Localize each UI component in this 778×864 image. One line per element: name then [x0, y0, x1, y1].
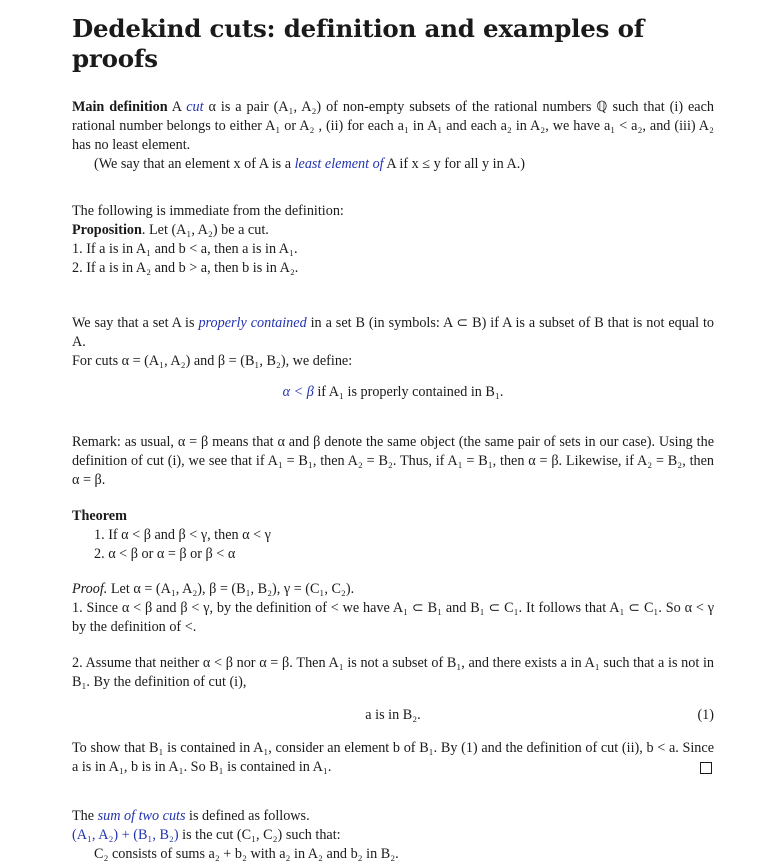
main-definition-text: α is a pair (A₁, A₂) of non-empty subsets of the rational numbers ℚ such that (i) each rational number belongs to either A₁ or A₂ , (ii) for each a₁ in A₁ and each a₂ in A₂, we have a₁ < a₂, and (iii) A₂ has no least element. — [72, 99, 714, 153]
sum-definition: (A₁, A₂) + (B₁, B₂) is the cut (C₁, C₂) such that: — [72, 827, 341, 843]
cuts-line: For cuts α = (A₁, A₂) and β = (B₁, B₂), we define: — [72, 353, 353, 369]
qed-square-icon — [700, 762, 712, 774]
order-def-link[interactable]: α < β — [282, 384, 314, 400]
page-title: Dedekind cuts: definition and examples of proofs — [72, 14, 645, 73]
proposition: Proposition. Let (A₁, A₂) be a cut. — [72, 222, 269, 238]
proof-part-1: 1. Since α < β and β < γ, by the definition of < we have A₁ ⊂ B₁ and B₁ ⊂ C₁. It follows that A₁ ⊂ C₁. So α < γ by the definition of <. — [72, 600, 714, 635]
cut-term-link[interactable]: cut — [186, 99, 204, 115]
prop-intro: The following is immediate from the definition: — [72, 203, 344, 219]
document-page — [72, 14, 714, 864]
proof-part-3: To show that B₁ is contained in A₁, consider an element b of B₁. By (1) and the definition of cut (ii), b < a. Since a is in A₁, b is in A₁. So B₁ is contained in A₁. — [72, 740, 714, 775]
proper-containment-def: We say that a set A is properly contained in a set B (in symbols: A ⊂ B) if A is a subset of B that is not equal to A. — [72, 315, 715, 350]
proof-part-2: 2. Assume that neither α < β nor α = β. Then A₁ is not a subset of B₁, and there exists a in A₁ such that a is not in B₁. By the definition of cut (i), — [72, 655, 714, 690]
proof-lead: Proof. — [72, 581, 108, 597]
main-definition: Main definition A cut α is a pair (A₁, A₂) of non-empty subsets of the rational numbers ℚ such that (i) each rational number belongs to either A₁ or A₂ , (ii) for each a₁ in A₁ and each a₂ in A₂, we have a₁ < a₂, and (iii) A₂ has no least element. — [72, 99, 714, 153]
remark: Remark: as usual, α = β means that α and β denote the same object (the same pair of sets in our case). Using the definition of cut (i), we see that if A₁ = B₁, then A₂ = B₂. Thus, if A₁ = B₁, then α = β. Likewise, if A₂ = B₂, then α = β. — [72, 434, 714, 488]
equation-number: (1) — [697, 707, 714, 723]
proof-intro: Proof. Let α = (A₁, A₂), β = (B₁, B₂), γ = (C₁, C₂). — [72, 581, 355, 597]
equation-1 — [72, 706, 714, 725]
least-element-link[interactable]: least element of — [294, 156, 384, 172]
theorem-item-1: 1. If α < β and β < γ, then α < γ — [94, 527, 271, 543]
theorem-item-2: 2. α < β or α = β or β < α — [94, 546, 236, 562]
theorem-heading: Theorem — [72, 508, 127, 524]
main-definition-lead: Main definition — [72, 99, 168, 115]
least-element-note: (We say that an element x of A is a least element of A if x ≤ y for all y in A.) — [94, 156, 525, 172]
sum-intro: The sum of two cuts is defined as follows. — [72, 808, 310, 824]
prop-item-1: 1. If a is in A₁ and b < a, then a is in A₁. — [72, 241, 298, 257]
sum-def-link[interactable]: (A₁, A₂) + (B₁, B₂) — [72, 827, 179, 843]
order-definition: α < β if A₁ is properly contained in B₁. — [282, 384, 504, 400]
sum-c2: C₂ consists of sums a₂ + b₂ with a₂ in A₂ and b₂ in B₂. — [94, 846, 399, 862]
sum-of-cuts-link[interactable]: sum of two cuts — [97, 808, 186, 824]
proposition-lead: Proposition — [72, 222, 142, 238]
equation-text: a is in B₂. — [365, 707, 421, 723]
properly-contained-link[interactable]: properly contained — [198, 315, 307, 331]
prop-item-2: 2. If a is in A₂ and b > a, then b is in A₂. — [72, 260, 299, 276]
